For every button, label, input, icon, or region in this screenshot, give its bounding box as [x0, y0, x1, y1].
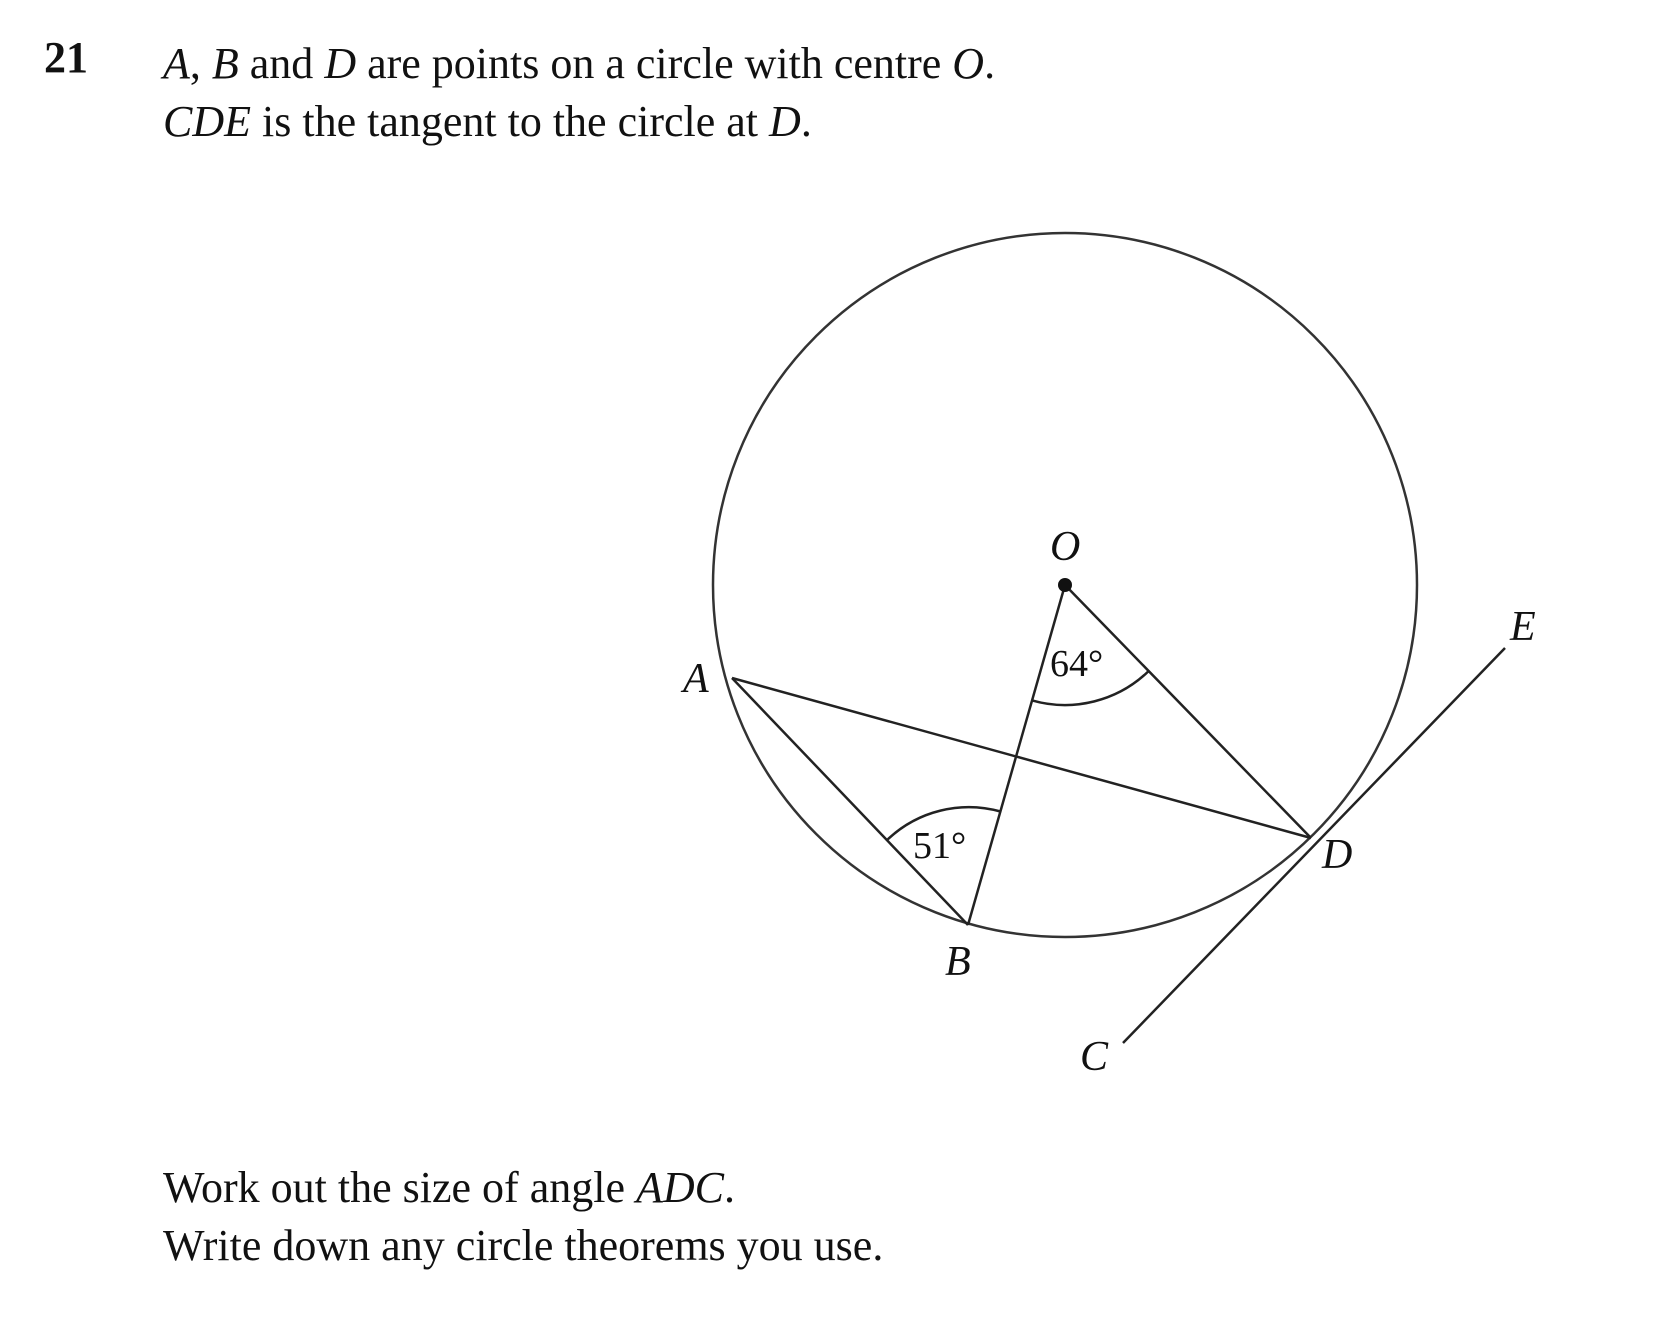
point-label-D: D [1322, 832, 1353, 878]
question-number: 21 [44, 33, 88, 82]
point-label-O: O [1050, 524, 1081, 570]
tangent-CDE [1123, 648, 1505, 1043]
italic-symbol: O [952, 39, 985, 88]
question-instruction-line-1 [163, 1163, 735, 1212]
text-run: and [238, 39, 325, 88]
text-run: are points on a circle with centre [356, 39, 953, 88]
chord-AD [732, 678, 1311, 838]
italic-symbol: ADC [635, 1163, 724, 1212]
point-label-A: A [683, 656, 709, 702]
angle-value-ABO: 51° [913, 825, 967, 867]
radius-OB [968, 585, 1065, 925]
text-run: Write down any circle theorems you use. [163, 1221, 884, 1270]
point-label-C: C [1080, 1034, 1109, 1080]
italic-symbol: D [324, 39, 357, 88]
text-run: is the tangent to the circle at [251, 97, 770, 146]
point-label-B: B [945, 939, 971, 985]
text-run: Work out the size of angle [163, 1163, 636, 1212]
text-run: , [189, 39, 212, 88]
text-run: . [723, 1163, 735, 1212]
italic-symbol: B [211, 39, 239, 88]
chord-AB [732, 678, 968, 925]
centre-point-O [1058, 578, 1072, 592]
italic-symbol: CDE [163, 97, 251, 146]
radius-OD [1065, 585, 1311, 838]
question-instruction-line-2 [163, 1221, 884, 1270]
angle-value-BOD: 64° [1050, 643, 1104, 685]
text-run: . [984, 39, 996, 88]
italic-symbol: D [769, 97, 801, 146]
point-label-E: E [1510, 604, 1536, 650]
italic-symbol: A [163, 39, 190, 88]
text-run: . [800, 97, 812, 146]
